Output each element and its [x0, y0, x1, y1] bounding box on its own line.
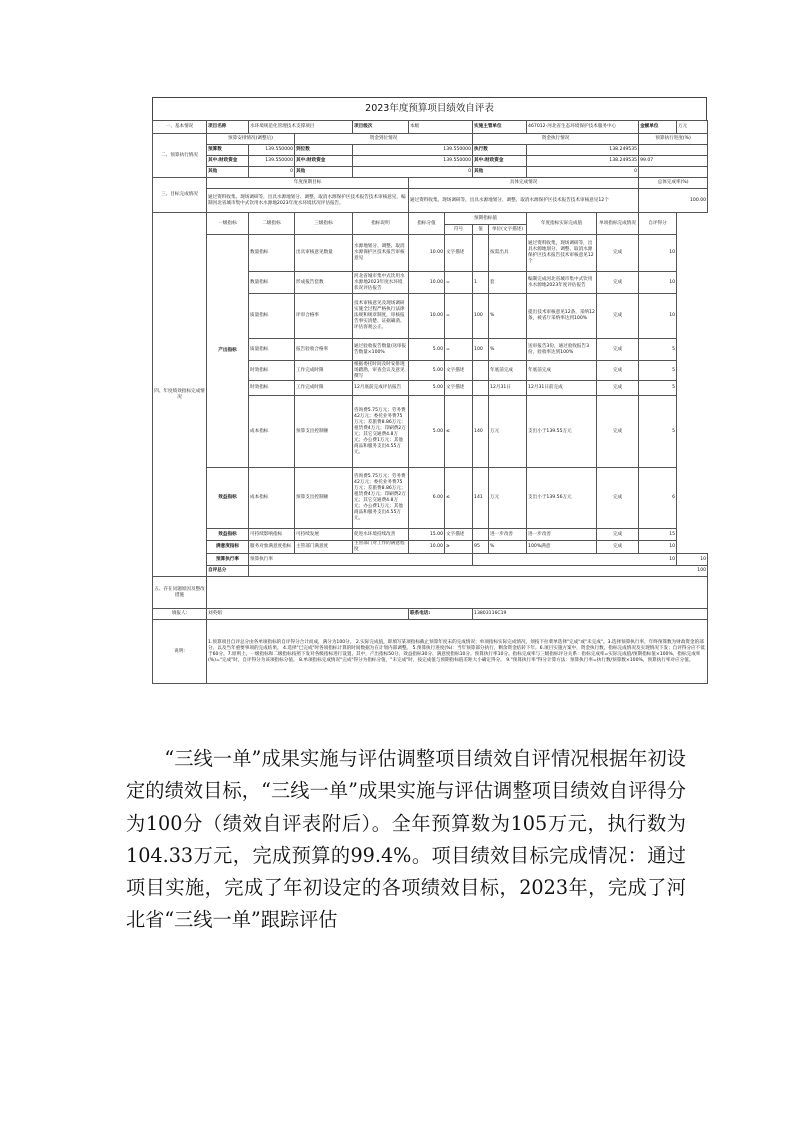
level1-indicator: 效益指标: [207, 529, 249, 541]
level-value: 本级: [409, 121, 473, 134]
header-actual: 年度指标实际完成值: [527, 213, 597, 235]
level3-indicator: 工作完成时限: [295, 361, 353, 381]
indicator-score: 6.00: [409, 468, 445, 529]
indicator-score: 15.00: [409, 529, 445, 541]
problems-text: [207, 577, 708, 609]
expected-unit: 万元: [489, 468, 527, 529]
table-row: [153, 189, 708, 213]
level2-indicator: 时效指标: [249, 361, 295, 381]
indicator-score: 10: [473, 554, 677, 566]
self-score: 10: [639, 294, 677, 339]
exec-label: 其中:财政资金: [473, 156, 527, 167]
self-score: 10: [639, 272, 677, 294]
section-label-basic: 一、基本情况: [153, 121, 207, 134]
unit-value: 万元: [677, 121, 708, 134]
table-row: [153, 620, 708, 684]
budget-value: 0: [249, 167, 295, 178]
expected-unit: 进一步改善: [489, 529, 527, 541]
completion-status: 完成: [597, 235, 639, 272]
body-paragraph: [126, 743, 686, 937]
header-level1: 一级指标: [207, 213, 249, 235]
arrive-value: 0: [353, 167, 473, 178]
actual-value: 支出小于139.55万元: [527, 396, 597, 468]
indicator-description: 通过验收报告数量/送审报告数量×100%: [353, 339, 409, 361]
actual-value: 编制完成河北省城市集中式饮用水水源地2023年度评估报告: [527, 272, 597, 294]
table-row: [153, 609, 708, 620]
section-label-goal: 三、目标完成情况: [153, 178, 207, 213]
arrive-label: 其他: [295, 167, 353, 178]
table-row: [153, 121, 708, 134]
level1-indicator: 预算执行率: [207, 554, 249, 566]
indicator-description: 根据委托时间及时安排现场踏勘，审查会议及意见撰写: [353, 361, 409, 381]
header-level2: 二级指标: [249, 213, 295, 235]
expected-unit: %: [489, 339, 527, 361]
evaluation-summary-text: “三线一单”成果实施与评估调整项目绩效自评情况根据年初设定的绩效目标，“三线一单”成果实施与评估调整项目绩效自评得分为100分（绩效自评表附后）。全年预算数为105万元，执行数为104.33万元，完成预算的99.4%。项目绩效目标完成情况：通过项目实施，完成了年初设定的各项绩效目标，2023年，完成了河北省“三线一单”跟踪评估: [126, 747, 686, 932]
level3-indicator: 工作完成时限: [295, 381, 353, 396]
table-row: [153, 566, 708, 577]
filler-label: 填报人:: [153, 609, 207, 620]
actual-value: 提出技术审核意见12条，采纳12条，被省厅采纳率达到100%: [527, 294, 597, 339]
arrive-value: 139.550000: [353, 156, 473, 167]
completion-status: 完成: [597, 272, 639, 294]
indicator-score: 10.00: [409, 294, 445, 339]
indicator-description: 主管部门对工作的满意程度: [353, 541, 409, 554]
actual-value: 通过资料收集，现场调研等，出具水源地划分、调整、取消水源保护区技术报告技术审核意见12个: [527, 235, 597, 272]
expected-value: 140: [473, 396, 489, 468]
actual-value: 100%满意: [527, 541, 597, 554]
level3-indicator: 预算支出控制额: [295, 396, 353, 468]
goal-actual-text: 通过资料收集、现场调研等，出具水源地划分、调整、取消水源保护区技术报告技术审核意见12个: [409, 189, 639, 213]
section-label-performance: 四、年度绩效指标完成情况: [153, 213, 207, 577]
header-score: 指标分值: [409, 213, 445, 235]
expected-symbol: 文字描述: [445, 235, 473, 272]
expected-value: [473, 361, 489, 381]
arrive-value: 139.550000: [353, 145, 473, 156]
table-row: [153, 213, 708, 225]
actual-value: 年底前完成: [527, 361, 597, 381]
evaluation-table: [152, 120, 708, 684]
performance-evaluation-form: [152, 97, 707, 684]
table-row: [153, 235, 708, 272]
table-row: [153, 468, 708, 529]
phone-label: 联系电话:: [409, 609, 473, 620]
exec-label: 其他: [473, 167, 527, 178]
indicator-description: 水源地划分、调整、取消水源保护区技术报告审核意见: [353, 235, 409, 272]
goal-rate-value: 100.00: [639, 189, 708, 213]
budget-label: 其中:财政资金: [207, 156, 249, 167]
level3-indicator: 形成报告套数: [295, 272, 353, 294]
form-title: 2023年度预算项目绩效自评表: [152, 97, 707, 120]
level3-indicator: 主管部门满意度: [295, 541, 353, 554]
table-row: [153, 554, 708, 566]
budget-header-arrive: 资金到位情况: [295, 134, 473, 145]
actual-value: 送审报告3份，通过验收报告3份，验收率达到100%: [527, 339, 597, 361]
expected-value: [473, 235, 489, 272]
table-row: [153, 541, 708, 554]
exec-value: 0: [527, 167, 639, 178]
completion-status: 完成: [597, 339, 639, 361]
goal-header-plan: 年度预期目标: [207, 178, 409, 189]
indicator-description: 12月底前完成评估报告: [353, 381, 409, 396]
table-row: [153, 178, 708, 189]
exec-rate: [639, 145, 708, 156]
self-score: 5: [639, 396, 677, 468]
expected-unit: 万元: [489, 396, 527, 468]
expected-value: 141: [473, 468, 489, 529]
indicator-description: 促进水环境持续改善: [353, 529, 409, 541]
expected-symbol: ≥: [445, 541, 473, 554]
level2-indicator: 预算执行率: [249, 554, 473, 566]
expected-value: [473, 381, 489, 396]
self-score: 5: [639, 381, 677, 396]
exec-rate: 99.07: [639, 156, 708, 167]
header-unit: 单位(文字描述): [489, 225, 527, 235]
exec-value: 138.249535: [527, 145, 639, 156]
expected-symbol: =: [445, 294, 473, 339]
phone-value: 13803116C19: [473, 609, 708, 620]
indicator-description: 咨询费5.75万元；劳务费42万元；委托业务费75万元；差旅费8.86万元；租赁费4万元；印刷费2万元；其它交通费4.8万元；办公费1万元；其他商品和服务支出4.55万元。: [353, 468, 409, 529]
completion-status: 完成: [597, 381, 639, 396]
level1-indicator: 效益指标: [207, 468, 249, 529]
self-score: 10: [639, 541, 677, 554]
level3-indicator: 预算支出控制额: [295, 468, 353, 529]
self-score: 15: [639, 529, 677, 541]
self-score: 5: [639, 339, 677, 361]
level2-indicator: 服务对象满意度指标: [249, 541, 295, 554]
note-text: 1.预算项目自评总分由各单项指标的自评得分合计而成，满分为100分。 2.实际完成值，即填写某项指标截止预算年度末的完成情况；单项指标实际完成情况，须按下拉菜单选择"完成"或"未完成"。3.选择预算执行率，年终预算数为财政资金的部分，以及当年重要事项的完成结果。 4.选择"已完成"时各项指标计算的时间数据为在计划内部调整。 5.预算执行进度(%)：当年预算部分执行，剩余资金结转下年。6.项目实施方案中，资金执行数、指标完成情况及实现情况下发；自评得分应不低于60分。7.原则上，一级指标和二级指标按照下发对各级指标进行设置，其中，产出指标50分、效益指标30分、满意度指标10分。预算执行率10分。指标完成率与三级指标评分关系：指标完成率=实际完成值/预期指标值×100%，指标完成率(%)="完成"时，自评得分为该项指标分值。 8.单项指标完成情况"完成"得分为指标分值，"未完成"时，按完成值与预期指标值差距大小确定得分。 9."预算执行率"得分计算方法：预算执行率=执行数/预算数×100%，预算执行率对应分值。: [207, 620, 708, 684]
expected-unit: 套: [489, 272, 527, 294]
budget-header-plan: 预算安排情况(调整后): [207, 134, 295, 145]
goal-header-rate: 总体完成率(%): [639, 178, 708, 189]
level3-indicator: 出具审核意见数量: [295, 235, 353, 272]
expected-value: 1: [473, 272, 489, 294]
expected-symbol: ≤: [445, 396, 473, 468]
expected-unit: 年底前完成: [489, 361, 527, 381]
section-label-budget: 二、预算执行情况: [153, 134, 207, 178]
header-expected: 预期指标值: [445, 213, 527, 225]
level1-indicator: 满意度指标: [207, 541, 249, 554]
expected-value: 100: [473, 339, 489, 361]
level3-indicator: 评审合格率: [295, 294, 353, 339]
indicator-score: 5.00: [409, 339, 445, 361]
expected-symbol: =: [445, 272, 473, 294]
expected-symbol: 文字描述: [445, 361, 473, 381]
self-score: 5: [639, 361, 677, 381]
project-name-label: 项目名称: [207, 121, 249, 134]
expected-unit: 12月31日: [489, 381, 527, 396]
expected-unit: %: [489, 541, 527, 554]
table-row: [153, 577, 708, 609]
level1-indicator: 产出指标: [207, 235, 249, 468]
level2-indicator: 可持续影响指标: [249, 529, 295, 541]
level-label: 项目级次: [353, 121, 409, 134]
header-level3: 三级指标: [295, 213, 353, 235]
completion-status: 完成: [597, 396, 639, 468]
header-self-score: 自评得分: [639, 213, 677, 235]
header-description: 指标说明: [353, 213, 409, 235]
exec-rate: [639, 167, 708, 178]
expected-value: 95: [473, 541, 489, 554]
indicator-score: 10.00: [409, 235, 445, 272]
expected-symbol: ≤: [445, 468, 473, 529]
table-row: [153, 145, 708, 156]
expected-value: 100: [473, 294, 489, 339]
table-row: [153, 156, 708, 167]
budget-value: 139.550000: [249, 145, 295, 156]
budget-header-exec: 资金执行情况: [473, 134, 639, 145]
indicator-score: 10.00: [409, 541, 445, 554]
level2-indicator: 成本指标: [249, 468, 295, 529]
header-rate: 单项指标完成情况: [597, 213, 639, 235]
table-row: [153, 529, 708, 541]
indicator-score: 5.00: [409, 381, 445, 396]
total-score-value: 100: [249, 566, 708, 577]
level2-indicator: 数量指标: [249, 272, 295, 294]
goal-header-actual: 具体完成情况: [409, 178, 639, 189]
expected-symbol: 文字描述: [445, 529, 473, 541]
actual-value: 支出小于139.56万元: [527, 468, 597, 529]
actual-value: 进一步改善: [527, 529, 597, 541]
self-score: 10: [677, 554, 708, 566]
table-row: [153, 167, 708, 178]
arrive-label: 到位数: [295, 145, 353, 156]
completion-status: 完成: [597, 468, 639, 529]
level3-indicator: 报告验收合格率: [295, 339, 353, 361]
filler-value: 刘英娟: [207, 609, 409, 620]
note-label: 说明:: [153, 620, 207, 684]
header-value: 值: [473, 225, 489, 235]
expected-symbol: =: [445, 339, 473, 361]
expected-value: [473, 529, 489, 541]
arrive-label: 其中:财政资金: [295, 156, 353, 167]
completion-status: 完成: [597, 541, 639, 554]
actual-value: 12月31日前完成: [527, 381, 597, 396]
project-name-value: 水环境规范化管理技术支撑项目: [249, 121, 353, 134]
unit-label: 金额单位: [639, 121, 677, 134]
exec-value: 138.249535: [527, 156, 639, 167]
section-label-problems: 五、存在问题原因及整改措施: [153, 577, 207, 609]
completion-status: 完成: [597, 361, 639, 381]
level2-indicator: 成本指标: [249, 396, 295, 468]
goal-plan-text: 通过资料收集、现场调研等，出具水源地划分、调整、取消水源保护区技术报告技术审核意见，编制河北省城市集中式饮用水水源地2023年度水环境状况评估报告。: [207, 189, 409, 213]
expected-unit: %: [489, 294, 527, 339]
self-score: 6: [639, 468, 677, 529]
header-symbol: 符号: [445, 225, 473, 235]
total-score-label: 自评总分: [207, 566, 249, 577]
level2-indicator: 质量指标: [249, 339, 295, 361]
dept-value: 467012-河北省生态环境保护技术服务中心: [527, 121, 639, 134]
dept-label: 实施主管单位: [473, 121, 527, 134]
indicator-description: 技术审核意见及现场调研实施全过程严格执行法律法规和规章制度，审核报告事实清楚、证据确凿、评估客观公正。: [353, 294, 409, 339]
level2-indicator: 数量指标: [249, 235, 295, 272]
indicator-score: 10.00: [409, 272, 445, 294]
self-score: 10: [639, 235, 677, 272]
level3-indicator: 可持续发展: [295, 529, 353, 541]
indicator-score: 5.00: [409, 361, 445, 381]
expected-symbol: 文字描述: [445, 381, 473, 396]
expected-unit: 按需出具: [489, 235, 527, 272]
completion-status: 完成: [597, 529, 639, 541]
indicator-description: 咨询费5.75万元；劳务费42万元；委托业务费75万元；差旅费8.86万元；租赁费4万元；印刷费2万元；其它交通费4.8万元；办公费1万元；其他商品和服务支出4.55万元。: [353, 396, 409, 468]
budget-header-rate: 预算执行进度(%): [639, 134, 708, 145]
budget-value: 139.550000: [249, 156, 295, 167]
table-row: [153, 134, 708, 145]
level2-indicator: 时效指标: [249, 381, 295, 396]
exec-label: 执行数: [473, 145, 527, 156]
budget-label: 预算数: [207, 145, 249, 156]
budget-label: 其他: [207, 167, 249, 178]
completion-status: 完成: [597, 294, 639, 339]
level2-indicator: 质量指标: [249, 294, 295, 339]
indicator-score: 5.00: [409, 396, 445, 468]
indicator-description: 河北省城市集中式饮用水水源地2023年度水环境状况评估报告: [353, 272, 409, 294]
